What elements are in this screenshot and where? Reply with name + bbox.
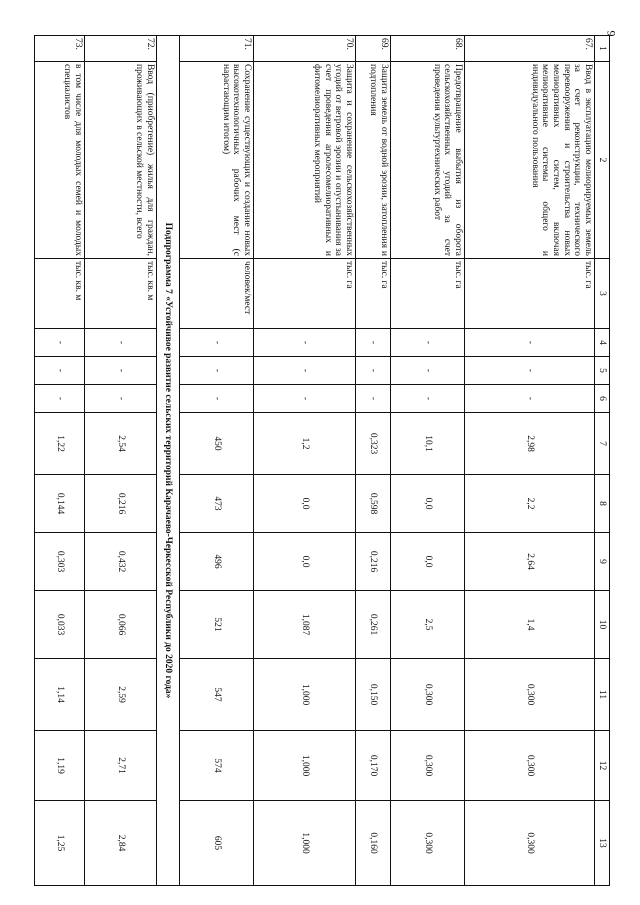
indicators-table-container [54, 35, 610, 885]
value-cell: 605 [180, 801, 254, 886]
value-cell: 0,0 [254, 533, 356, 591]
value-cell: - [465, 329, 595, 357]
value-cell: 2,71 [85, 731, 157, 801]
value-cell: 2,98 [465, 413, 595, 475]
value-cell: 1,000 [254, 801, 356, 886]
row-number: 73. [35, 36, 85, 62]
column-number: 11 [595, 659, 610, 731]
indicator-name: в том числе для молодых семей и молодых специалистов [35, 62, 85, 259]
row-number: 71. [180, 36, 254, 62]
value-cell: 2,2 [465, 475, 595, 533]
value-cell: - [465, 385, 595, 413]
value-cell: 0,216 [85, 475, 157, 533]
value-cell: 450 [180, 413, 254, 475]
value-cell: 0,598 [356, 475, 391, 533]
value-cell: 0,323 [356, 413, 391, 475]
indicator-name: Защита и сохранение сельскохозяйственных угодий от ветровой эрозии и опустынивания за счет проведения агролесомелиоративных и фитомелиоративных мероприятий [254, 62, 356, 259]
indicator-name: Ввод в эксплуатацию мелиорируемых земель за счет реконструкции, технического перевооружения и строительства новых мелиоративных систем, включая мелиоративные системы общего и индивидуального пользования [465, 62, 595, 259]
table-row [180, 36, 254, 886]
value-cell: - [85, 385, 157, 413]
subprogram-title: Подпрограмма 7 «Устойчивое развитие сельских территорий Карачаево-Черкесской Республики до 2020 года» [157, 36, 180, 886]
value-cell: 0,300 [465, 801, 595, 886]
table-row [356, 36, 391, 886]
value-cell: 0,300 [465, 731, 595, 801]
value-cell: 0,300 [391, 801, 465, 886]
table-row [465, 36, 595, 886]
column-number: 7 [595, 413, 610, 475]
column-number: 6 [595, 385, 610, 413]
unit-of-measure: тыс. кв. м [85, 259, 157, 329]
value-cell: 2,84 [85, 801, 157, 886]
table-row [35, 36, 85, 886]
table-row [85, 36, 157, 886]
value-cell: 496 [180, 533, 254, 591]
value-cell: 0,0 [254, 475, 356, 533]
column-number: 10 [595, 591, 610, 659]
column-number: 1 [595, 36, 610, 62]
value-cell: 0,144 [35, 475, 85, 533]
row-number: 68. [391, 36, 465, 62]
value-cell: - [356, 357, 391, 385]
table-body [35, 36, 610, 886]
column-number: 12 [595, 731, 610, 801]
indicator-name: Сохранение существующих и создание новых высокотехнологичных рабочих мест (с нарастающим итогом) [180, 62, 254, 259]
value-cell: 0,160 [356, 801, 391, 886]
value-cell: 1,4 [465, 591, 595, 659]
value-cell: - [254, 357, 356, 385]
value-cell: - [465, 357, 595, 385]
column-number-row [595, 36, 610, 886]
unit-of-measure: тыс. кв. м [35, 259, 85, 329]
value-cell: - [356, 385, 391, 413]
value-cell: 1,25 [35, 801, 85, 886]
value-cell: 1,22 [35, 413, 85, 475]
table-row [391, 36, 465, 886]
value-cell: - [35, 357, 85, 385]
value-cell: 1,000 [254, 659, 356, 731]
unit-of-measure: тыс. га [391, 259, 465, 329]
value-cell: 0,0 [391, 533, 465, 591]
indicators-table [34, 35, 610, 886]
value-cell: 521 [180, 591, 254, 659]
value-cell: - [180, 329, 254, 357]
value-cell: - [85, 357, 157, 385]
value-cell: 1,000 [254, 731, 356, 801]
value-cell: 2,54 [85, 413, 157, 475]
table-row [254, 36, 356, 886]
column-number: 2 [595, 62, 610, 259]
value-cell: - [35, 385, 85, 413]
column-number: 4 [595, 329, 610, 357]
column-number: 13 [595, 801, 610, 886]
unit-of-measure: тыс. га [356, 259, 391, 329]
page-number: 9 [604, 30, 619, 37]
value-cell: - [356, 329, 391, 357]
value-cell: 0,300 [391, 659, 465, 731]
value-cell: 2,59 [85, 659, 157, 731]
unit-of-measure: тыс. га [254, 259, 356, 329]
value-cell: 473 [180, 475, 254, 533]
row-number: 70. [254, 36, 356, 62]
value-cell: 0,300 [465, 659, 595, 731]
value-cell: 0,066 [85, 591, 157, 659]
column-number: 5 [595, 357, 610, 385]
indicator-name: Ввод (приобретение) жилья для граждан, проживающих в сельской местности, всего [85, 62, 157, 259]
value-cell: 2,64 [465, 533, 595, 591]
rotated-page [54, 35, 610, 885]
value-cell: 0,432 [85, 533, 157, 591]
unit-of-measure: тыс. га [465, 259, 595, 329]
column-number: 8 [595, 475, 610, 533]
value-cell: 10,1 [391, 413, 465, 475]
value-cell: 574 [180, 731, 254, 801]
value-cell: 1,14 [35, 659, 85, 731]
row-number: 72. [85, 36, 157, 62]
value-cell: 0,170 [356, 731, 391, 801]
value-cell: 0,216 [356, 533, 391, 591]
unit-of-measure: человек/мест [180, 259, 254, 329]
value-cell: - [391, 385, 465, 413]
value-cell: 1,087 [254, 591, 356, 659]
value-cell: - [254, 329, 356, 357]
row-number: 69. [356, 36, 391, 62]
indicator-name: Защита земель от водной эрозии, затопления и подтопления [356, 62, 391, 259]
value-cell: - [35, 329, 85, 357]
value-cell: - [254, 385, 356, 413]
value-cell: 0,033 [35, 591, 85, 659]
column-number: 3 [595, 259, 610, 329]
value-cell: 0,300 [391, 731, 465, 801]
value-cell: - [180, 385, 254, 413]
value-cell: 0,0 [391, 475, 465, 533]
value-cell: 0,150 [356, 659, 391, 731]
subprogram-row [157, 36, 180, 886]
value-cell: - [180, 357, 254, 385]
value-cell: - [391, 329, 465, 357]
column-number: 9 [595, 533, 610, 591]
value-cell: - [85, 329, 157, 357]
value-cell: 547 [180, 659, 254, 731]
value-cell: 1,19 [35, 731, 85, 801]
value-cell: 0,261 [356, 591, 391, 659]
value-cell: - [391, 357, 465, 385]
row-number: 67. [465, 36, 595, 62]
value-cell: 2,5 [391, 591, 465, 659]
indicator-name: Предотвращение выбытия из оборота сельскохозяйственных угодий за счет проведения культуртехнических работ [391, 62, 465, 259]
value-cell: 1,2 [254, 413, 356, 475]
value-cell: 0,303 [35, 533, 85, 591]
